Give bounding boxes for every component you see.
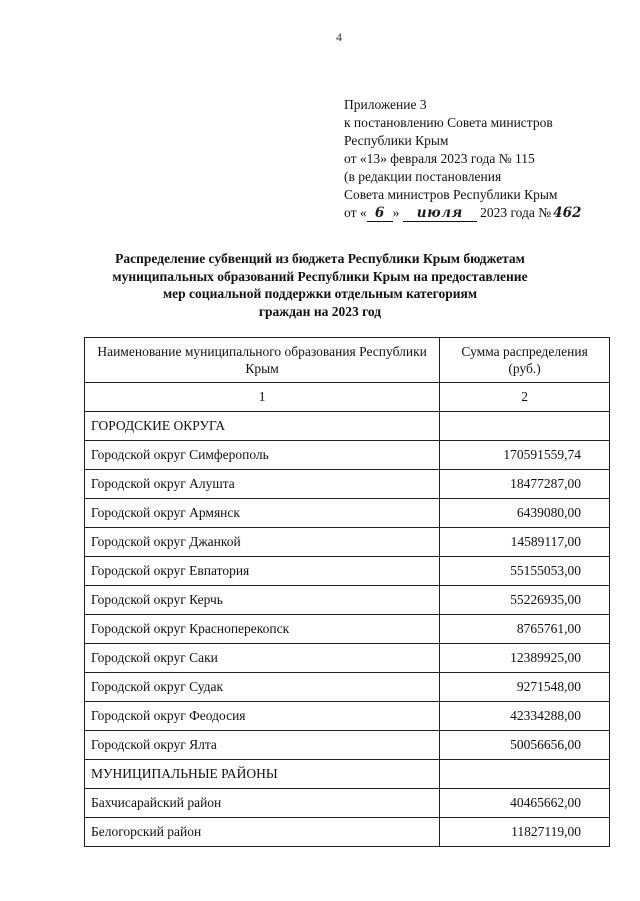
- table-body: [85, 412, 610, 847]
- document-title: [80, 250, 560, 320]
- distribution-amount: 11827119,00: [440, 818, 610, 847]
- municipality-name: Белогорский район: [85, 818, 440, 847]
- handwritten-month: июля: [403, 205, 477, 222]
- distribution-amount: 50056656,00: [440, 731, 610, 760]
- appendix-line: Республики Крым: [344, 133, 449, 148]
- appendix-line: от «13» февраля 2023 года № 115: [344, 151, 535, 166]
- distribution-amount: 14589117,00: [440, 528, 610, 557]
- distribution-amount: 6439080,00: [440, 499, 610, 528]
- municipality-name: Бахчисарайский район: [85, 789, 440, 818]
- handwritten-number: 462: [553, 205, 582, 221]
- distribution-amount: 42334288,00: [440, 702, 610, 731]
- table-row: [85, 528, 610, 557]
- table-row: [85, 760, 610, 789]
- table-row: [85, 731, 610, 760]
- index-col2: 2: [440, 383, 610, 412]
- table-row: [85, 441, 610, 470]
- title-line: граждан на 2023 год: [258, 303, 382, 319]
- table-header-row: [85, 338, 610, 383]
- table-row: [85, 673, 610, 702]
- municipality-name: Городской округ Джанкой: [85, 528, 440, 557]
- distribution-amount: 55155053,00: [440, 557, 610, 586]
- distribution-amount: [440, 760, 610, 789]
- page-number: 4: [336, 30, 342, 44]
- appendix-amendment-date: [344, 204, 581, 222]
- handwritten-day: 6: [367, 205, 393, 222]
- header-municipality: Наименование муниципального образования Республики Крым: [85, 338, 440, 383]
- distribution-amount: 8765761,00: [440, 615, 610, 644]
- table-row: [85, 470, 610, 499]
- title-line: муниципальных образований Республики Крым на предоставление: [112, 268, 528, 284]
- distribution-amount: 12389925,00: [440, 644, 610, 673]
- distribution-amount: 40465662,00: [440, 789, 610, 818]
- index-col1: 1: [85, 383, 440, 412]
- municipality-name: Городской округ Красноперекопск: [85, 615, 440, 644]
- municipality-name: Городской округ Судак: [85, 673, 440, 702]
- appendix-line: к постановлению Совета министров: [344, 115, 553, 130]
- municipality-name: Городской округ Алушта: [85, 470, 440, 499]
- table-index-row: [85, 383, 610, 412]
- distribution-amount: 9271548,00: [440, 673, 610, 702]
- table-row: [85, 412, 610, 441]
- distribution-amount: 170591559,74: [440, 441, 610, 470]
- table-row: [85, 586, 610, 615]
- municipality-name: Городской округ Симферополь: [85, 441, 440, 470]
- municipality-name: Городской округ Саки: [85, 644, 440, 673]
- municipality-name: Городской округ Феодосия: [85, 702, 440, 731]
- municipality-name: ГОРОДСКИЕ ОКРУГА: [85, 412, 440, 441]
- table-row: [85, 557, 610, 586]
- appendix-line: Совета министров Республики Крым: [344, 187, 558, 202]
- table-row: [85, 644, 610, 673]
- distribution-amount: 55226935,00: [440, 586, 610, 615]
- table-row: [85, 499, 610, 528]
- date-prefix: от «: [344, 205, 367, 220]
- appendix-block: [344, 96, 581, 222]
- municipality-name: Городской округ Ялта: [85, 731, 440, 760]
- distribution-amount: 18477287,00: [440, 470, 610, 499]
- table-row: [85, 789, 610, 818]
- distribution-table: [84, 337, 610, 847]
- table-row: [85, 615, 610, 644]
- title-line: мер социальной поддержки отдельным категориям: [162, 286, 478, 301]
- municipality-name: МУНИЦИПАЛЬНЫЕ РАЙОНЫ: [85, 760, 440, 789]
- distribution-amount: [440, 412, 610, 441]
- table-row: [85, 702, 610, 731]
- appendix-line: Приложение 3: [344, 97, 427, 112]
- date-year: 2023 года №: [480, 205, 552, 220]
- municipality-name: Городской округ Евпатория: [85, 557, 440, 586]
- title-line: Распределение субвенций из бюджета Республики Крым бюджетам: [115, 251, 525, 266]
- municipality-name: Городской округ Армянск: [85, 499, 440, 528]
- table-row: [85, 818, 610, 847]
- municipality-name: Городской округ Керчь: [85, 586, 440, 615]
- header-amount: Сумма распределения (руб.): [440, 338, 610, 383]
- date-quote: »: [392, 205, 400, 220]
- appendix-line: (в редакции постановления: [344, 169, 502, 184]
